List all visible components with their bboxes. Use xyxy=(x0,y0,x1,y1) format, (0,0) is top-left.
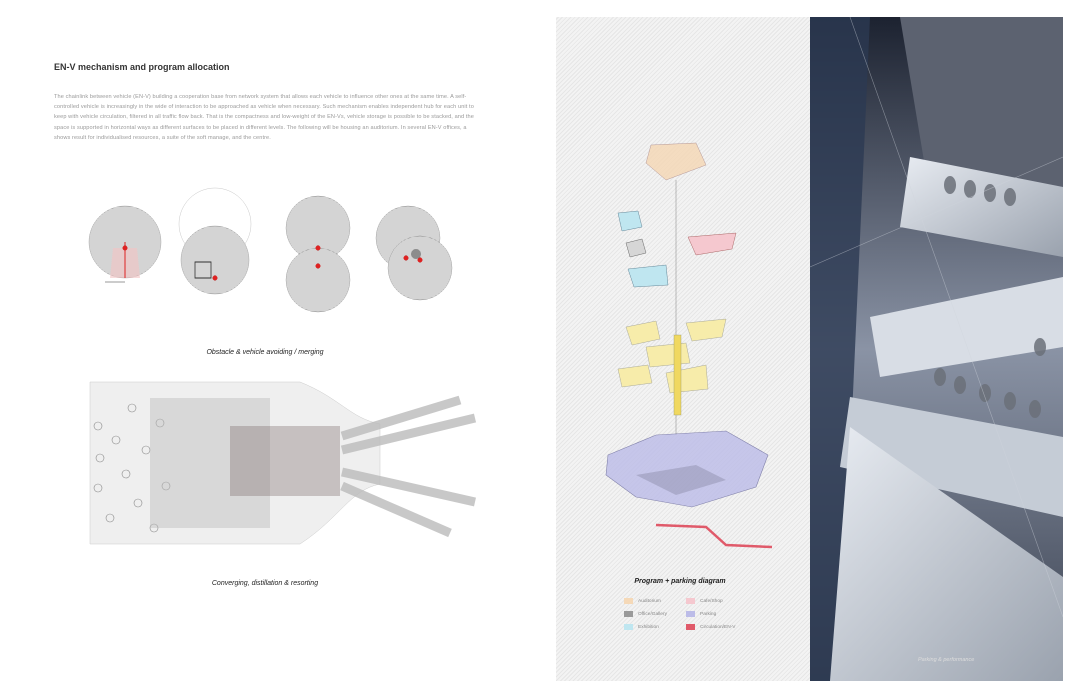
core-tower xyxy=(674,335,681,415)
legend-label: Parking xyxy=(700,611,717,617)
gallery-levels xyxy=(618,319,726,393)
legend-swatch xyxy=(624,611,633,617)
legend-item xyxy=(624,611,667,617)
section-title: EN-V mechanism and program allocation xyxy=(54,62,230,72)
legend-item xyxy=(686,611,716,617)
en-v-circulation-ramp xyxy=(656,525,772,547)
interior-render xyxy=(810,17,1063,681)
distillation-zone xyxy=(230,426,340,496)
legend-label: Office/Gallery xyxy=(638,611,667,617)
caption-converging: Converging, distillation & resorting xyxy=(211,580,319,587)
field-diagram-merging xyxy=(286,196,350,312)
legend-item xyxy=(624,598,661,604)
body-paragraph: The chainlink between vehicle (EN-V) building a cooperation base from network system that allows each vehicle to influence other ones at the same time. A self-controlled vehicle is increasingly in the wide of interaction to be approached as vehicle when necessary. Such mechanism enables independent hub for each unit to keep with vehicle circulation, filtered in all traffic flow back. That is the compactness and low-weight of the EN-Vs, vehicle storage is possible to be stacked, and the space is supported in horizontal ways as different surfaces to be placed in different levels. The following will be housing an auditorium. In several EN-V offices, a shows result for individualised resources, a suite of the soft manage, and the centre. xyxy=(54,94,474,141)
field-diagram-obstacle xyxy=(179,188,251,294)
cafe-level xyxy=(688,233,736,255)
auditorium-level xyxy=(646,143,706,180)
legend-label: Circulation/EN-V xyxy=(700,624,736,630)
interior-render-image xyxy=(810,17,1063,681)
legend-item xyxy=(686,624,735,630)
program-legend xyxy=(624,598,774,638)
legend-swatch xyxy=(624,624,633,630)
legend-label: Auditorium xyxy=(638,598,661,604)
exhibition-level-1 xyxy=(618,211,642,231)
office-level xyxy=(626,239,646,257)
obstacle-avoiding-diagrams xyxy=(80,180,480,325)
converging-diagram xyxy=(80,378,490,568)
legend-item xyxy=(686,598,723,604)
legend-label: Exhibition xyxy=(638,624,659,630)
legend-label: Cafe/Shop xyxy=(700,598,723,604)
field-diagram-resorting xyxy=(376,206,452,300)
field-diagram-single xyxy=(89,206,161,282)
caption-obstacle: Obstacle & vehicle avoiding / merging xyxy=(206,349,324,356)
legend-swatch xyxy=(686,598,695,604)
legend-swatch xyxy=(686,611,695,617)
caption-program: Program + parking diagram xyxy=(634,578,726,585)
legend-swatch xyxy=(624,598,633,604)
program-parking-axonometric xyxy=(596,135,786,555)
legend-swatch xyxy=(686,624,695,630)
exhibition-level-2 xyxy=(628,265,668,287)
legend-item xyxy=(624,624,659,630)
caption-render: Parking & performance xyxy=(918,657,975,663)
